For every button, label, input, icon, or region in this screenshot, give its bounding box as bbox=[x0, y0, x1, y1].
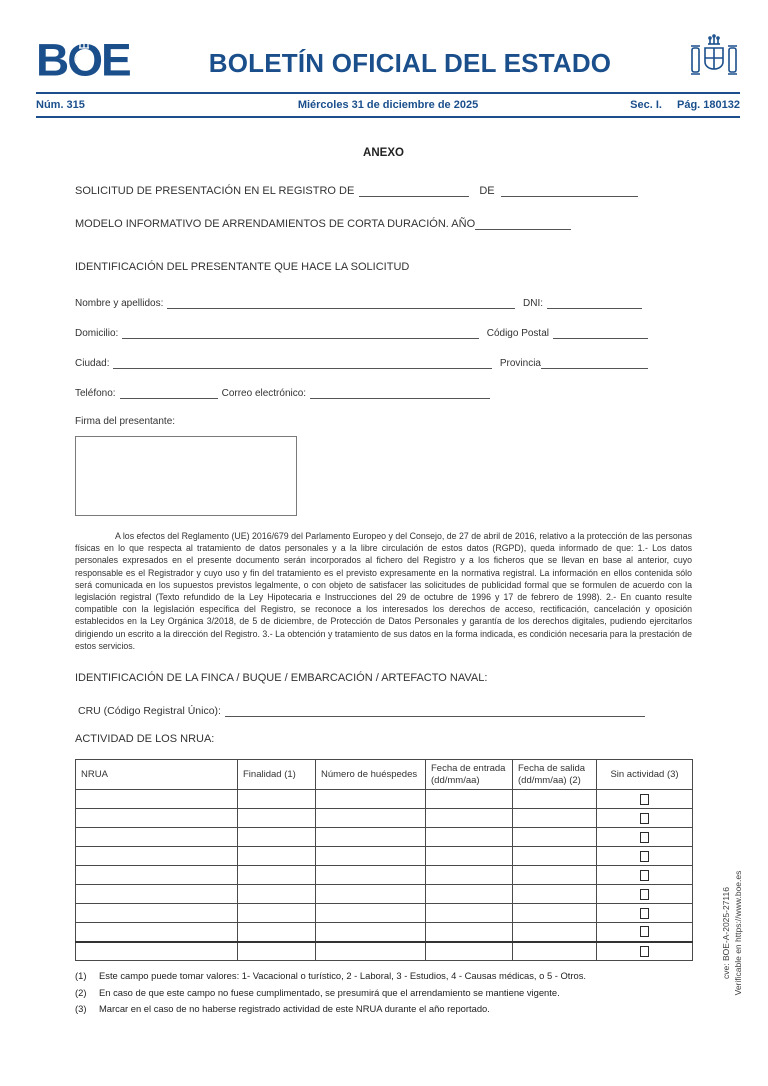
col-header-huespedes: Número de huéspedes bbox=[316, 760, 426, 790]
phone-label: Teléfono: bbox=[75, 388, 116, 399]
header-rule-bottom bbox=[36, 116, 740, 118]
phone-field-row bbox=[75, 387, 692, 399]
section-page bbox=[564, 99, 740, 111]
nrua-table-row bbox=[76, 790, 693, 809]
phone-blank-field bbox=[120, 395, 218, 399]
table-empty-cell bbox=[238, 904, 316, 923]
boe-logo-text: BOE bbox=[36, 34, 130, 86]
col-header-fecha-salida: Fecha de salida (dd/mm/aa) (2) bbox=[513, 760, 597, 790]
nrua-table-row bbox=[76, 866, 693, 885]
table-empty-cell bbox=[316, 923, 426, 942]
footnote-text: Este campo puede tomar valores: 1- Vacacional o turístico, 2 - Laboral, 3 - Estudios, 4 - Causas médicas, o 5 - Otros. bbox=[99, 970, 587, 982]
table-empty-cell bbox=[426, 904, 513, 923]
address-label: Domicilio: bbox=[75, 328, 119, 339]
col-header-finalidad: Finalidad (1) bbox=[238, 760, 316, 790]
checkbox-icon bbox=[640, 851, 649, 862]
checkbox-icon bbox=[640, 926, 649, 937]
table-empty-cell bbox=[426, 923, 513, 942]
nrua-table-header bbox=[76, 760, 693, 790]
table-empty-cell bbox=[513, 809, 597, 828]
table-empty-cell bbox=[238, 847, 316, 866]
table-empty-cell bbox=[316, 866, 426, 885]
nrua-table-row bbox=[76, 847, 693, 866]
verification-url: Verificable en https://www.boe.es bbox=[733, 870, 743, 996]
table-empty-cell bbox=[76, 904, 238, 923]
document-body bbox=[75, 147, 692, 1018]
header-meta-row bbox=[36, 94, 740, 116]
province-label: Provincia bbox=[499, 358, 541, 369]
issue-date: Miércoles 31 de diciembre de 2025 bbox=[297, 99, 479, 111]
table-empty-cell bbox=[76, 923, 238, 942]
nrua-table-row bbox=[76, 828, 693, 847]
model-line-label: MODELO INFORMATIVO DE ARRENDAMIENTOS DE CORTA DURACIÓN. AÑO bbox=[75, 218, 476, 230]
footnote-text: Marcar en el caso de no haberse registrado actividad de este NRUA durante el año reportado. bbox=[99, 1003, 490, 1015]
city-field-row bbox=[75, 357, 648, 369]
name-label: Nombre y apellidos: bbox=[75, 298, 164, 309]
cve-vertical-text bbox=[720, 848, 746, 1018]
name-field-row bbox=[75, 297, 642, 309]
page-number-label: Pág. 180132 bbox=[677, 99, 740, 111]
table-empty-cell bbox=[513, 847, 597, 866]
address-field-row bbox=[75, 327, 648, 339]
col-header-sin-actividad: Sin actividad (3) bbox=[597, 760, 693, 790]
checkbox-icon bbox=[640, 946, 649, 957]
sin-actividad-cell bbox=[597, 885, 693, 904]
crown-emblem-icon bbox=[72, 38, 96, 72]
footnote bbox=[75, 1001, 692, 1018]
table-empty-cell bbox=[426, 942, 513, 961]
footnote bbox=[75, 985, 692, 1002]
sin-actividad-cell bbox=[597, 847, 693, 866]
checkbox-icon bbox=[640, 908, 649, 919]
table-empty-cell bbox=[316, 847, 426, 866]
footnote-text: En caso de que este campo no fuese cumplimentado, se presumirá que el arrendamiento se mantiene vigente. bbox=[99, 986, 560, 998]
gazette-title: BOLETÍN OFICIAL DEL ESTADO bbox=[208, 48, 612, 78]
table-empty-cell bbox=[238, 923, 316, 942]
sin-actividad-cell bbox=[597, 790, 693, 809]
table-empty-cell bbox=[238, 790, 316, 809]
model-line bbox=[75, 216, 692, 230]
checkbox-icon bbox=[640, 813, 649, 824]
table-empty-cell bbox=[426, 847, 513, 866]
table-empty-cell bbox=[316, 904, 426, 923]
table-empty-cell bbox=[513, 923, 597, 942]
boe-logo bbox=[36, 36, 132, 86]
table-empty-cell bbox=[426, 809, 513, 828]
issue-number: Núm. 315 bbox=[36, 99, 85, 111]
table-empty-cell bbox=[76, 885, 238, 904]
signature-box bbox=[75, 436, 297, 516]
table-empty-cell bbox=[238, 866, 316, 885]
table-empty-cell bbox=[316, 809, 426, 828]
request-line bbox=[75, 183, 692, 197]
sin-actividad-cell bbox=[597, 904, 693, 923]
signature-label: Firma del presentante: bbox=[75, 416, 176, 427]
table-empty-cell bbox=[76, 847, 238, 866]
table-empty-cell bbox=[238, 942, 316, 961]
property-section-title: IDENTIFICACIÓN DE LA FINCA / BUQUE / EMBARCACIÓN / ARTEFACTO NAVAL: bbox=[75, 672, 488, 685]
table-empty-cell bbox=[76, 866, 238, 885]
nrua-table-row bbox=[76, 809, 693, 828]
table-empty-cell bbox=[426, 828, 513, 847]
table-empty-cell bbox=[316, 828, 426, 847]
table-empty-cell bbox=[513, 942, 597, 961]
request-line-label: SOLICITUD DE PRESENTACIÓN EN EL REGISTRO DE bbox=[75, 185, 355, 197]
footnote bbox=[75, 968, 692, 985]
name-blank-field bbox=[167, 305, 515, 309]
footnote-number: (1) bbox=[75, 970, 87, 982]
sin-actividad-cell bbox=[597, 923, 693, 942]
table-empty-cell bbox=[513, 904, 597, 923]
presenter-section-title: IDENTIFICACIÓN DEL PRESENTANTE QUE HACE LA SOLICITUD bbox=[75, 261, 410, 273]
table-empty-cell bbox=[316, 942, 426, 961]
email-label: Correo electrónico: bbox=[221, 388, 307, 399]
cve-code: cve: BOE-A-2025-27116 bbox=[721, 887, 731, 979]
coat-of-arms-icon bbox=[688, 34, 740, 88]
table-empty-cell bbox=[238, 885, 316, 904]
table-empty-cell bbox=[426, 866, 513, 885]
table-empty-cell bbox=[426, 885, 513, 904]
checkbox-icon bbox=[640, 889, 649, 900]
table-empty-cell bbox=[513, 790, 597, 809]
nrua-table-row bbox=[76, 923, 693, 942]
address-blank-field bbox=[122, 335, 478, 339]
footnotes bbox=[75, 968, 692, 1018]
postal-code-label: Código Postal bbox=[486, 328, 549, 339]
footnote-number: (3) bbox=[75, 1003, 87, 1015]
nrua-table-row bbox=[76, 942, 693, 961]
col-header-fecha-entrada: Fecha de entrada (dd/mm/aa) bbox=[426, 760, 513, 790]
checkbox-icon bbox=[640, 832, 649, 843]
postal-code-blank-field bbox=[553, 335, 648, 339]
nrua-activity-table bbox=[75, 759, 693, 961]
annex-title: ANEXO bbox=[363, 147, 404, 159]
registry-place-blank-field bbox=[501, 193, 638, 197]
cru-blank-field bbox=[225, 713, 645, 717]
dni-label: DNI: bbox=[523, 298, 543, 309]
nrua-table-row bbox=[76, 885, 693, 904]
table-empty-cell bbox=[76, 828, 238, 847]
footnote-number: (2) bbox=[75, 986, 87, 998]
city-blank-field bbox=[113, 365, 491, 369]
sin-actividad-cell bbox=[597, 866, 693, 885]
table-empty-cell bbox=[513, 866, 597, 885]
table-empty-cell bbox=[238, 809, 316, 828]
table-empty-cell bbox=[426, 790, 513, 809]
table-empty-cell bbox=[76, 809, 238, 828]
table-empty-cell bbox=[238, 828, 316, 847]
request-line-mid-label: DE bbox=[479, 185, 495, 197]
col-header-nrua: NRUA bbox=[76, 760, 238, 790]
table-empty-cell bbox=[316, 790, 426, 809]
sin-actividad-cell bbox=[597, 828, 693, 847]
table-empty-cell bbox=[513, 828, 597, 847]
data-protection-notice: A los efectos del Reglamento (UE) 2016/679 del Parlamento Europeo y del Consejo, de 27 de abril de 2016, relativo a la protección de las personas físicas en lo que respecta al tratamiento de datos personales y a la libre circulación de estos datos (RGPD), queda informado de que: 1.- Los datos personales expresados en el presente documento serán incorporados al fichero del Registro y a los ficheros que se llevan en base al anterior, cuyo responsable es el Registrador y cuyo uso y fin del tratamiento es el previsto expresamente en la normativa registral. La información en ellos contenida sólo será comunicada en los supuestos previstos legalmente, o con objeto de satisfacer las solicitudes de publicidad formal que se formulen de acuerdo con la legislación registral (Texto refundido de la Ley Hipotecaria e Instrucciones del 29 de octubre de 1996 y 17 de febrero de 1998). 2.- En cuanto resulte compatible con la legislación específica del Registro, se reconoce a los interesados los derechos de acceso, rectificación, cancelación y oposición establecidos en la Ley Orgánica 3/2018, de 5 de diciembre, de Protección de Datos Personales y garantía de los derechos digitales, pudiendo ejercitarlos dirigiendo un escrito a la dirección del Registro. 3.- La obtención y tratamiento de sus datos en la forma indicada, es condición necesaria para la prestación de estos servicios. bbox=[75, 531, 692, 651]
city-label: Ciudad: bbox=[75, 358, 110, 369]
province-blank-field bbox=[541, 365, 648, 369]
checkbox-icon bbox=[640, 870, 649, 881]
registry-blank-field bbox=[359, 193, 469, 197]
table-empty-cell bbox=[316, 885, 426, 904]
table-empty-cell bbox=[76, 942, 238, 961]
activity-section-title: ACTIVIDAD DE LOS NRUA: bbox=[75, 733, 215, 746]
checkbox-icon bbox=[640, 794, 649, 805]
year-blank-field bbox=[475, 226, 571, 230]
sin-actividad-cell bbox=[597, 942, 693, 961]
section-label: Sec. I. bbox=[630, 99, 662, 111]
nrua-table-row bbox=[76, 904, 693, 923]
sin-actividad-cell bbox=[597, 809, 693, 828]
nrua-table-body bbox=[76, 790, 693, 961]
cru-field-row bbox=[75, 704, 692, 717]
header bbox=[0, 0, 768, 92]
cru-label: CRU (Código Registral Único): bbox=[78, 705, 221, 718]
email-blank-field bbox=[310, 395, 490, 399]
table-empty-cell bbox=[513, 885, 597, 904]
table-empty-cell bbox=[76, 790, 238, 809]
dni-blank-field bbox=[547, 305, 642, 309]
